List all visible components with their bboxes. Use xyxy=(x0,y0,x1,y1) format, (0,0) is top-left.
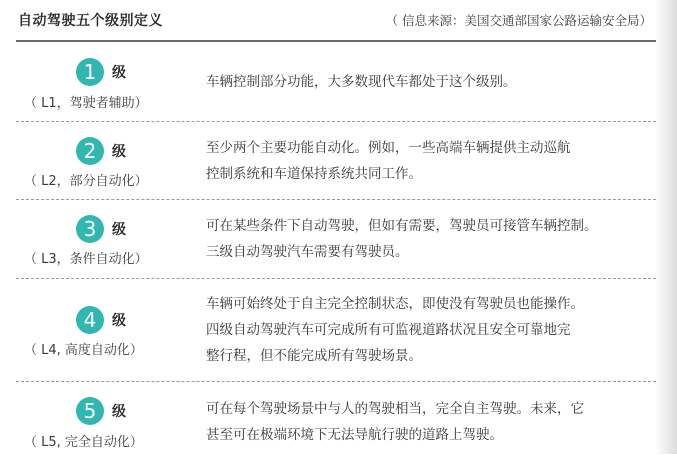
description-line: 四级自动驾驶汽车可完成所有可监视道路状况且安全可靠地完 xyxy=(206,322,571,338)
level-label-3 xyxy=(16,200,186,278)
level-description-5 xyxy=(206,396,656,448)
description-line: 车辆可始终处于自主完全控制状态，即使没有驾驶员也能操作。 xyxy=(206,296,584,312)
level-subtitle-2: （ L2，部分自动化） xyxy=(24,174,148,189)
description-line: 三级自动驾驶汽车需要有驾驶员。 xyxy=(206,244,409,260)
level-subtitle-3: （ L3，条件自动化） xyxy=(24,252,148,267)
level-word-4: 级 xyxy=(112,313,126,329)
page-edge-shadow xyxy=(655,0,677,454)
level-label-1 xyxy=(16,42,186,121)
level-row-3 xyxy=(16,200,656,279)
level-label-2 xyxy=(16,122,186,199)
description-line: 车辆控制部分功能，大多数现代车都处于这个级别。 xyxy=(206,74,517,90)
table-title: 自动驾驶五个级别定义 xyxy=(18,13,163,29)
level-badge-5: 5 xyxy=(76,397,104,425)
level-word-3: 级 xyxy=(112,222,126,238)
level-badge-1: 1 xyxy=(76,58,104,86)
level-row-5 xyxy=(16,382,656,458)
source-note: （ 信息来源：美国交通部国家公路运输安全局） xyxy=(385,13,652,28)
level-badge-3: 3 xyxy=(76,215,104,243)
level-row-4 xyxy=(16,279,656,382)
level-description-1 xyxy=(206,69,656,95)
level-word-1: 级 xyxy=(112,65,126,81)
level-description-2 xyxy=(206,135,656,187)
level-word-2: 级 xyxy=(112,144,126,160)
level-word-5: 级 xyxy=(112,404,126,420)
description-line: 至少两个主要功能自动化。例如，一些高端车辆提供主动巡航 xyxy=(206,140,571,156)
description-line: 控制系统和车道保持系统共同工作。 xyxy=(206,166,422,182)
description-line: 可在某些条件下自动驾驶，但如有需要，驾驶员可接管车辆控制。 xyxy=(206,218,598,234)
description-line: 整行程，但不能完成所有驾驶场景。 xyxy=(206,348,422,364)
description-line: 可在每个驾驶场景中与人的驾驶相当，完全自主驾驶。未来，它 xyxy=(206,401,584,417)
level-row-2 xyxy=(16,122,656,200)
level-badge-2: 2 xyxy=(76,137,104,165)
level-description-4 xyxy=(206,291,656,369)
level-subtitle-5: （ L5, 完全自动化） xyxy=(24,435,143,450)
level-label-4 xyxy=(16,279,186,381)
level-row-1 xyxy=(16,42,656,122)
level-table xyxy=(16,42,656,458)
level-badge-4: 4 xyxy=(76,306,104,334)
level-subtitle-1: （ L1，驾驶者辅助） xyxy=(24,96,148,111)
level-subtitle-4: （ L4, 高度自动化） xyxy=(24,343,143,358)
description-line: 甚至可在极端环境下无法导航行驶的道路上驾驶。 xyxy=(206,427,503,443)
table-header xyxy=(16,0,656,40)
level-label-5 xyxy=(16,382,186,458)
level-description-3 xyxy=(206,213,656,265)
